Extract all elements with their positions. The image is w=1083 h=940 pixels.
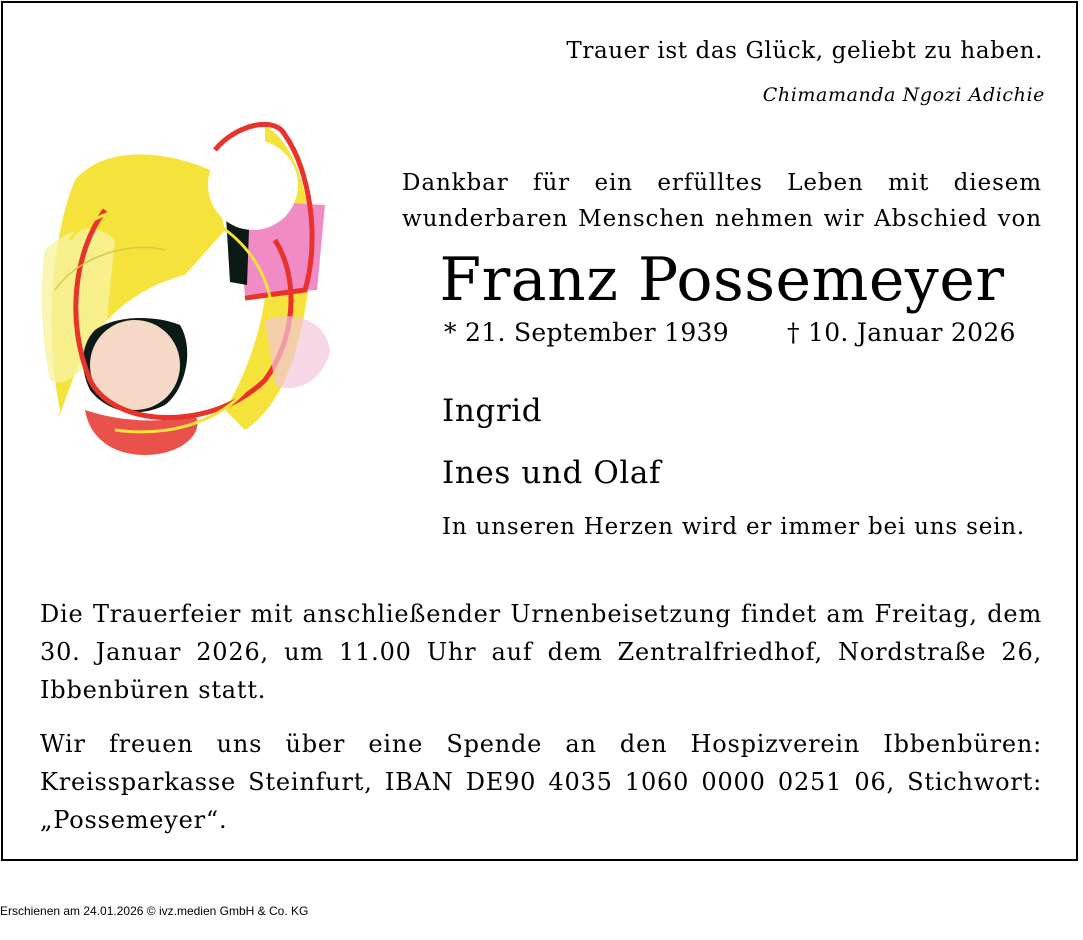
intro-line-1: Dankbar für ein erfülltes Leben mit diesem: [402, 170, 1042, 196]
life-dates: [444, 318, 1016, 347]
birth-date: * 21. September 1939: [444, 318, 729, 347]
deceased-name: Franz Possemeyer: [439, 245, 1005, 315]
art-white-circle: [208, 140, 298, 230]
intro-text: [402, 165, 1042, 237]
funeral-info: Die Trauerfeier mit anschließender Urnenbeisetzung findet am Freitag, dem 30. Januar 2026, um 11.00 Uhr auf dem Zentralfriedhof, Nordstraße 26, Ibbenbüren statt.: [40, 600, 1042, 704]
quote: Trauer ist das Glück, geliebt zu haben.: [566, 38, 1043, 64]
closing-line: In unseren Herzen wird er immer bei uns sein.: [442, 514, 1026, 540]
art-pink-wash: [265, 316, 330, 388]
abstract-watercolor-artwork: [35, 110, 340, 465]
quote-author: Chimamanda Ngozi Adichie: [762, 84, 1045, 106]
mourner-name: Ines und Olaf: [442, 455, 662, 491]
mourner-name: Ingrid: [442, 393, 543, 429]
donation-info: Wir freuen uns über eine Spende an den Hospizverein Ibbenbüren: Kreissparkasse Steinfurt, IBAN DE90 4035 1060 0000 0251 06, Stichwort: „Possemeyer“.: [40, 730, 1042, 834]
publication-footer: Erschienen am 24.01.2026 © ivz.medien GmbH & Co. KG: [0, 904, 309, 918]
intro-line-2: wunderbaren Menschen nehmen wir Abschied von: [402, 206, 1042, 232]
death-date: † 10. Januar 2026: [786, 318, 1016, 347]
